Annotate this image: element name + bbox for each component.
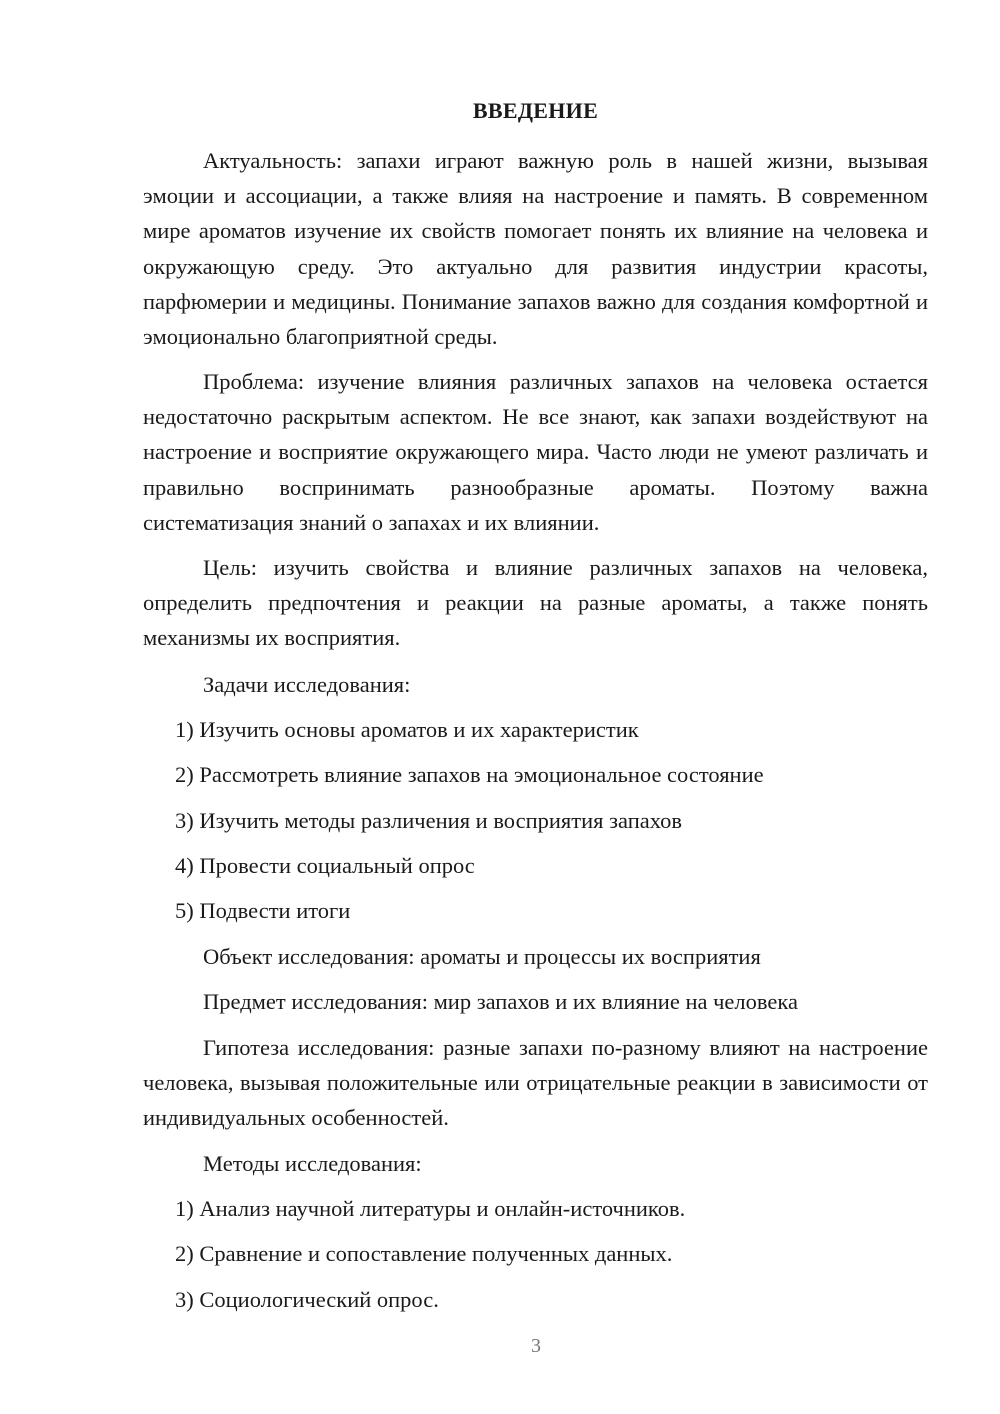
tasks-heading: Задачи исследования: bbox=[203, 672, 411, 697]
goal-paragraph: Цель: изучить свойства и влияние различных запахов на человека, определить предпочтения и реакции на разные ароматы, а также понять механизмы их восприятия. bbox=[143, 555, 928, 651]
page-number: 3 bbox=[531, 1335, 541, 1357]
task-item: 1) Изучить основы ароматов и их характеристик bbox=[175, 717, 639, 742]
method-item: 1) Анализ научной литературы и онлайн-источников. bbox=[175, 1196, 686, 1221]
task-item: 2) Рассмотреть влияние запахов на эмоциональное состояние bbox=[175, 762, 764, 787]
method-item: 3) Социологический опрос. bbox=[175, 1287, 439, 1312]
subject-line: Предмет исследования: мир запахов и их влияние на человека bbox=[203, 989, 798, 1014]
task-item: 4) Провести социальный опрос bbox=[175, 853, 475, 878]
methods-heading: Методы исследования: bbox=[203, 1151, 422, 1176]
page-title: ВВЕДЕНИЕ bbox=[472, 98, 599, 123]
object-line: Объект исследования: ароматы и процессы их восприятия bbox=[203, 944, 761, 969]
task-item: 3) Изучить методы различения и восприятия запахов bbox=[175, 808, 682, 833]
relevance-paragraph: Актуальность: запахи играют важную роль в нашей жизни, вызывая эмоции и ассоциации, а также влияя на настроение и память. В современном мире ароматов изучение их свойств помогает понять их влияние на человека и окружающую среду. Это актуально для развития индустрии красоты, парфюмерии и медицины. Понимание запахов важно для создания комфортной и эмоционально благоприятной среды. bbox=[143, 148, 928, 350]
task-item: 5) Подвести итоги bbox=[175, 898, 351, 923]
hypothesis-paragraph: Гипотеза исследования: разные запахи по-разному влияют на настроение человека, вызывая положительные или отрицательные реакции в зависимости от индивидуальных особенностей. bbox=[143, 1035, 928, 1131]
method-item: 2) Сравнение и сопоставление полученных данных. bbox=[175, 1241, 673, 1266]
problem-paragraph: Проблема: изучение влияния различных запахов на человека остается недостаточно раскрытым аспектом. Не все знают, как запахи воздействуют на настроение и восприятие окружающего мира. Часто люди не умеют различать и правильно воспринимать разнообразные ароматы. Поэтому важна систематизация знаний о запахах и их влиянии. bbox=[143, 369, 928, 535]
